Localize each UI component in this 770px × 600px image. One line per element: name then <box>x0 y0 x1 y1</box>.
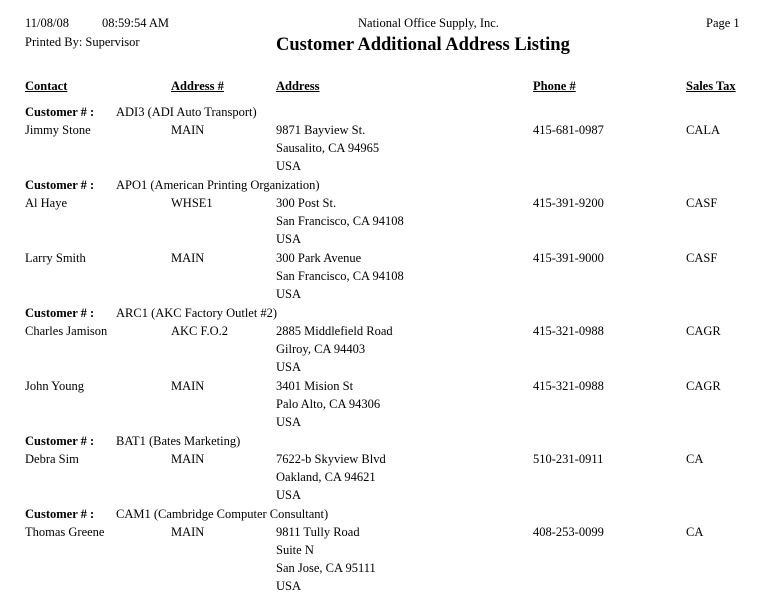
phone-number: 415-681-0987 <box>533 123 604 137</box>
contact-row <box>0 322 770 377</box>
address-number: AKC F.O.2 <box>171 324 228 338</box>
address-line: Palo Alto, CA 94306 <box>276 397 381 411</box>
column-header-contact: Contact <box>25 79 68 93</box>
address-line: 9811 Tully Road <box>276 525 360 539</box>
address-line: 300 Park Avenue <box>276 251 362 265</box>
customer-group-header <box>0 103 770 121</box>
customer-group-header <box>0 304 770 322</box>
address-line: San Jose, CA 95111 <box>276 561 376 575</box>
contact-row <box>0 377 770 432</box>
phone-number: 415-321-0988 <box>533 379 604 393</box>
customer-group-header <box>0 505 770 523</box>
report-body <box>0 103 770 596</box>
contact-name: John Young <box>25 379 85 393</box>
phone-number: 510-231-0911 <box>533 452 604 466</box>
page-number: Page 1 <box>706 16 740 30</box>
contact-name: Charles Jamison <box>25 324 108 338</box>
report-title: Customer Additional Address Listing <box>276 35 570 55</box>
customer-name: ADI3 (ADI Auto Transport) <box>116 105 257 119</box>
contact-row <box>0 249 770 304</box>
customer-label: Customer # : <box>25 306 95 320</box>
address-line: USA <box>276 232 302 246</box>
customer-label: Customer # : <box>25 507 95 521</box>
sales-tax-code: CASF <box>686 196 718 210</box>
address-line: USA <box>276 488 302 502</box>
printed-by: Printed By: Supervisor <box>25 35 140 49</box>
column-header-address-number: Address # <box>171 79 224 93</box>
phone-number: 415-391-9000 <box>533 251 604 265</box>
address-number: WHSE1 <box>171 196 213 210</box>
address-line: USA <box>276 287 302 301</box>
customer-group-header <box>0 176 770 194</box>
address-block <box>276 523 376 595</box>
contact-name: Debra Sim <box>25 452 79 466</box>
contact-name: Thomas Greene <box>25 525 105 539</box>
address-line: USA <box>276 415 302 429</box>
sales-tax-code: CAGR <box>686 379 721 393</box>
phone-number: 415-391-9200 <box>533 196 604 210</box>
customer-group-header <box>0 432 770 450</box>
address-line: USA <box>276 360 302 374</box>
address-number: MAIN <box>171 251 205 265</box>
address-line: San Francisco, CA 94108 <box>276 269 404 283</box>
customer-label: Customer # : <box>25 434 95 448</box>
address-line: USA <box>276 579 302 593</box>
address-line: 9871 Bayview St. <box>276 123 366 137</box>
customer-label: Customer # : <box>25 178 95 192</box>
address-line: USA <box>276 159 302 173</box>
contact-row <box>0 121 770 176</box>
contact-row <box>0 194 770 249</box>
address-block <box>276 194 404 248</box>
contact-name: Larry Smith <box>25 251 86 265</box>
address-number: MAIN <box>171 123 205 137</box>
sales-tax-code: CASF <box>686 251 718 265</box>
address-block <box>276 377 380 431</box>
customer-name: CAM1 (Cambridge Computer Consultant) <box>116 507 329 521</box>
phone-number: 408-253-0099 <box>533 525 604 539</box>
address-line: 7622-b Skyview Blvd <box>276 452 386 466</box>
address-line: San Francisco, CA 94108 <box>276 214 404 228</box>
company-name: National Office Supply, Inc. <box>358 16 499 30</box>
contact-name: Jimmy Stone <box>25 123 91 137</box>
report-date: 11/08/08 <box>25 16 69 30</box>
contact-row <box>0 450 770 505</box>
address-line: Oakland, CA 94621 <box>276 470 376 484</box>
customer-name: APO1 (American Printing Organization) <box>116 178 320 192</box>
address-number: MAIN <box>171 379 205 393</box>
sales-tax-code: CALA <box>686 123 721 137</box>
address-line: Gilroy, CA 94403 <box>276 342 366 356</box>
contact-row <box>0 523 770 596</box>
column-header-sales-tax: Sales Tax <box>686 79 736 93</box>
address-line: 300 Post St. <box>276 196 337 210</box>
address-line: Sausalito, CA 94965 <box>276 141 380 155</box>
sales-tax-code: CAGR <box>686 324 721 338</box>
address-line: 2885 Middlefield Road <box>276 324 393 338</box>
address-block <box>276 249 404 303</box>
phone-number: 415-321-0988 <box>533 324 604 338</box>
customer-name: ARC1 (AKC Factory Outlet #2) <box>116 306 278 320</box>
address-number: MAIN <box>171 525 205 539</box>
customer-name: BAT1 (Bates Marketing) <box>116 434 241 448</box>
address-block <box>276 121 379 175</box>
address-line: 3401 Mision St <box>276 379 354 393</box>
address-line: Suite N <box>276 543 314 557</box>
sales-tax-code: CA <box>686 452 704 466</box>
contact-name: Al Haye <box>25 196 67 210</box>
customer-label: Customer # : <box>25 105 95 119</box>
column-header-address: Address <box>276 79 320 93</box>
address-block <box>276 450 386 504</box>
address-number: MAIN <box>171 452 205 466</box>
report-time: 08:59:54 AM <box>102 16 170 30</box>
address-block <box>276 322 393 376</box>
sales-tax-code: CA <box>686 525 704 539</box>
column-header-phone: Phone # <box>533 79 576 93</box>
